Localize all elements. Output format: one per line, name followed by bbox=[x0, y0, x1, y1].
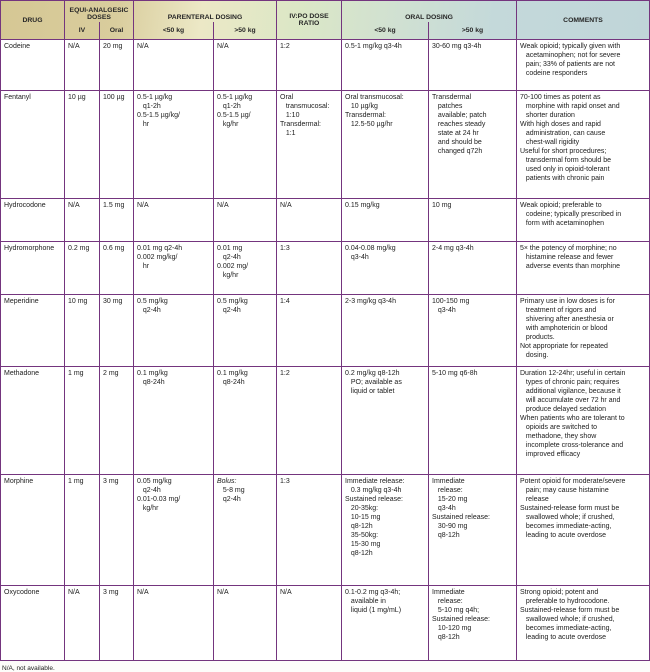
cell-o_gt50: 100-150 mg q3-4h bbox=[429, 295, 517, 366]
table-body bbox=[1, 40, 649, 661]
cell-p_lt50: N/A bbox=[134, 199, 214, 241]
cell-iv: 1 mg bbox=[65, 475, 100, 585]
cell-comments: 70-100 times as potent as morphine with rapid onset and shorter duration With high doses and rapid administration, can cause chest-wall rigidity Useful for short procedures; transdermal form should be used only in opioid-tolerant patients with chronic pain bbox=[520, 94, 620, 182]
cell-o_lt50: Immediate release: 0.3 mg/kg q3-4h Sustained release: 20-35kg: 10-15 mg q8-12h 35-50kg: 15-30 mg q8-12h bbox=[342, 475, 429, 585]
cell-o_lt50: 2-3 mg/kg q3-4h bbox=[342, 295, 429, 366]
cell-oral: 0.6 mg bbox=[100, 242, 134, 294]
cell-iv: N/A bbox=[65, 199, 100, 241]
col-header-equi-analgesic-doses: EQUI-ANALGESIC DOSES bbox=[65, 1, 134, 22]
cell-o_gt50: 10 mg bbox=[429, 199, 517, 241]
cell-oral: 3 mg bbox=[100, 475, 134, 585]
cell-o_gt50: 30-60 mg q3-4h bbox=[429, 40, 517, 90]
table-row bbox=[1, 91, 649, 199]
cell-oral: 3 mg bbox=[100, 586, 134, 660]
footnote: N/A, not available. bbox=[2, 665, 55, 672]
cell-p_lt50: 0.5 mg/kg q2-4h bbox=[134, 295, 214, 366]
table-row bbox=[1, 199, 649, 242]
cell-p_lt50: 0.01 mg q2-4h 0.002 mg/kg/ hr bbox=[134, 242, 214, 294]
table-row bbox=[1, 295, 649, 367]
cell-oral: 1.5 mg bbox=[100, 199, 134, 241]
cell-oral: 2 mg bbox=[100, 367, 134, 474]
cell-iv: 0.2 mg bbox=[65, 242, 100, 294]
col-header-drug: DRUG bbox=[1, 1, 65, 39]
cell-p_gt50: N/A bbox=[214, 586, 277, 660]
cell-comments: 5× the potency of morphine; no histamine release and fewer adverse events than morphine bbox=[520, 245, 621, 270]
cell-iv: N/A bbox=[65, 40, 100, 90]
cell-p_gt50: 0.01 mg q2-4h 0.002 mg/ kg/hr bbox=[214, 242, 277, 294]
cell-drug: Codeine bbox=[1, 40, 65, 90]
cell-ratio: 1:2 bbox=[277, 367, 342, 474]
cell-drug: Meperidine bbox=[1, 295, 65, 366]
cell-comments: Primary use in low doses is for treatment of rigors and shivering after anesthesia or with amphotericin or blood products. Not appropriate for repeated dosing. bbox=[520, 298, 615, 359]
col-header-comments: COMMENTS bbox=[563, 16, 603, 24]
cell-comments: Strong opioid; potent and preferable to hydrocodone. Sustained-release form must be swallowed whole; if crushed, becomes immediate-acting, leading to acute overdose bbox=[520, 589, 620, 641]
cell-o_lt50: 0.04-0.08 mg/kg q3-4h bbox=[342, 242, 429, 294]
cell-o_lt50: 0.1-0.2 mg q3-4h; available in liquid (1 mg/mL) bbox=[342, 586, 429, 660]
cell-o_gt50: Immediate release: 15-20 mg q3-4h Sustained release: 30-90 mg q8-12h bbox=[429, 475, 517, 585]
cell-comments: Weak opioid; preferable to codeine; typically prescribed in form with acetaminophen bbox=[520, 202, 622, 227]
table-row bbox=[1, 40, 649, 91]
table-header bbox=[1, 1, 649, 40]
cell-o_gt50: Immediate release: 5-10 mg q4h; Sustained release: 10-120 mg q8-12h bbox=[429, 586, 517, 660]
cell-oral: 20 mg bbox=[100, 40, 134, 90]
cell-p_gt50: 0.1 mg/kg q8-24h bbox=[214, 367, 277, 474]
cell-p_gt50: 0.5-1 µg/kg q1-2h 0.5-1.5 µg/ kg/hr bbox=[214, 91, 277, 198]
cell-drug: Hydromorphone bbox=[1, 242, 65, 294]
cell-iv: N/A bbox=[65, 586, 100, 660]
cell-o_lt50: 0.2 mg/kg q8-12h PO; available as liquid or tablet bbox=[342, 367, 429, 474]
cell-comments: Potent opioid for moderate/severe pain; may cause histamine release Sustained-release form must be swallowed whole; if crushed, becomes immediate-acting, leading to acute overdose bbox=[520, 478, 626, 539]
table-row bbox=[1, 586, 649, 661]
cell-o_gt50: 5-10 mg q6-8h bbox=[429, 367, 517, 474]
cell-oral: 100 µg bbox=[100, 91, 134, 198]
cell-ratio: 1:4 bbox=[277, 295, 342, 366]
cell-comments: Weak opioid; typically given with acetaminophen; not for severe pain; 33% of patients are not codeine responders bbox=[520, 43, 621, 77]
cell-o_lt50: 0.5-1 mg/kg q3-4h bbox=[342, 40, 429, 90]
cell-ratio: N/A bbox=[277, 586, 342, 660]
cell-p_lt50: N/A bbox=[134, 586, 214, 660]
col-subheader-iv: IV bbox=[65, 22, 100, 39]
col-subheader-oral-gt50kg: >50 kg bbox=[429, 22, 517, 39]
col-subheader-oral-lt50kg: <50 kg bbox=[342, 22, 429, 39]
col-header-parenteral-dosing: PARENTERAL DOSING bbox=[134, 1, 277, 22]
cell-ratio: 1:3 bbox=[277, 475, 342, 585]
cell-o_lt50: 0.15 mg/kg bbox=[342, 199, 429, 241]
cell-iv: 1 mg bbox=[65, 367, 100, 474]
table-row bbox=[1, 475, 649, 586]
cell-p_gt50: Bolus: 5-8 mg q2-4h bbox=[214, 475, 277, 585]
cell-p_lt50: 0.05 mg/kg q2-4h 0.01-0.03 mg/ kg/hr bbox=[134, 475, 214, 585]
cell-drug: Methadone bbox=[1, 367, 65, 474]
col-subheader-parenteral-gt50kg: >50 kg bbox=[214, 22, 277, 39]
cell-p_lt50: N/A bbox=[134, 40, 214, 90]
col-subheader-parenteral-lt50kg: <50 kg bbox=[134, 22, 214, 39]
cell-drug: Fentanyl bbox=[1, 91, 65, 198]
cell-oral: 30 mg bbox=[100, 295, 134, 366]
cell-comments: Duration 12-24hr; useful in certain types of chronic pain; requires additional vigilance, because it will accumulate over 72 hr and produce delayed sedation When patients who are tolerant to opioids are switched to methadone, they show incomplete cross-tolerance and improved efficacy bbox=[520, 370, 626, 458]
cell-drug: Hydrocodone bbox=[1, 199, 65, 241]
cell-iv: 10 mg bbox=[65, 295, 100, 366]
col-header-iv-po-dose-ratio: IV:PO DOSE RATIO bbox=[277, 1, 342, 39]
cell-iv: 10 µg bbox=[65, 91, 100, 198]
table-row bbox=[1, 242, 649, 295]
cell-ratio: Oral transmucosal: 1:10 Transdermal: 1:1 bbox=[277, 91, 342, 198]
cell-drug: Oxycodone bbox=[1, 586, 65, 660]
cell-p_gt50: 0.5 mg/kg q2-4h bbox=[214, 295, 277, 366]
table-row bbox=[1, 367, 649, 475]
cell-o_gt50: Transdermal patches available; patch reaches steady state at 24 hr and should be changed q72h bbox=[429, 91, 517, 198]
col-header-oral-dosing: ORAL DOSING bbox=[342, 1, 517, 22]
cell-drug: Morphine bbox=[1, 475, 65, 585]
cell-ratio: N/A bbox=[277, 199, 342, 241]
cell-p_lt50: 0.1 mg/kg q8-24h bbox=[134, 367, 214, 474]
col-subheader-oral: Oral bbox=[100, 22, 134, 39]
cell-o_lt50: Oral transmucosal: 10 µg/kg Transdermal: 12.5-50 µg/hr bbox=[342, 91, 429, 198]
cell-p_lt50: 0.5-1 µg/kg q1-2h 0.5-1.5 µg/kg/ hr bbox=[134, 91, 214, 198]
cell-ratio: 1:2 bbox=[277, 40, 342, 90]
cell-p_gt50: N/A bbox=[214, 199, 277, 241]
cell-o_gt50: 2-4 mg q3-4h bbox=[429, 242, 517, 294]
cell-p_gt50: N/A bbox=[214, 40, 277, 90]
cell-ratio: 1:3 bbox=[277, 242, 342, 294]
